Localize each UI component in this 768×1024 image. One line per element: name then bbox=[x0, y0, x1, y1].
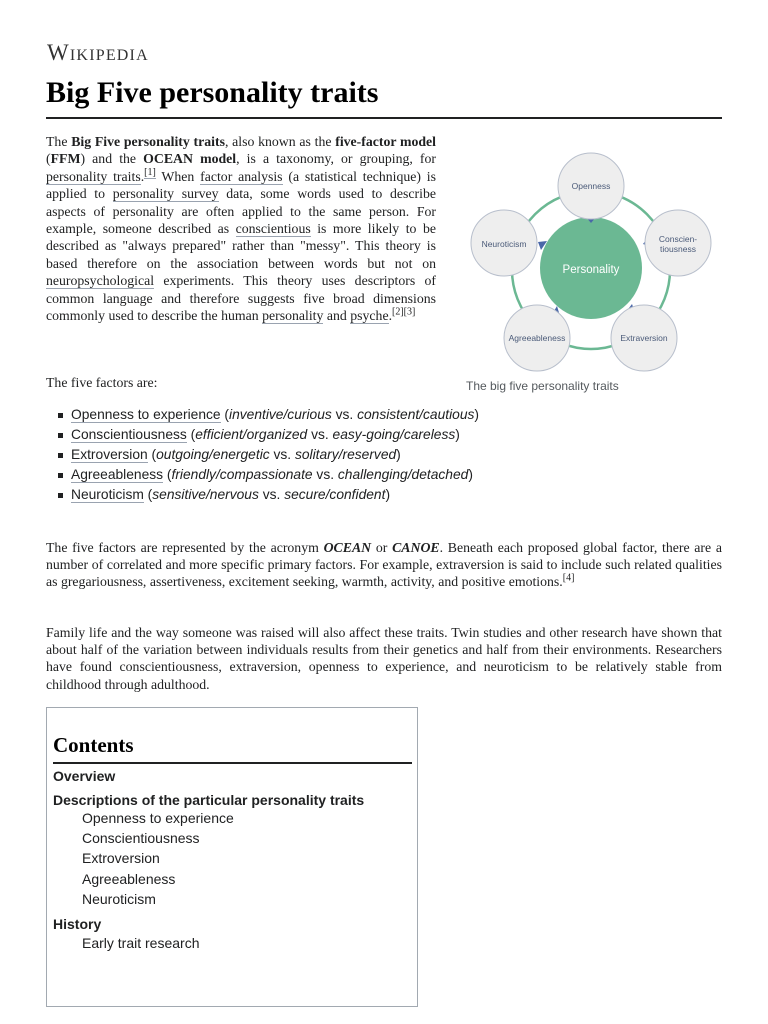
citation-1[interactable]: [1] bbox=[144, 167, 156, 179]
toc-item-extroversion[interactable]: Extroversion bbox=[82, 850, 160, 866]
wikipedia-logo[interactable]: Wikipedia bbox=[47, 40, 149, 65]
title-divider bbox=[46, 117, 722, 119]
acronym-paragraph: The five factors are represented by the acronym OCEAN or CANOE. Beneath each proposed global factor, there are a number of correlated and more specific primary factors. For example, extraversion is said to include such related qualities as gregariousness, assertiveness, excitement seeking, warmth, activity, and positive emotions.[4] bbox=[46, 540, 722, 590]
five-factors-intro: The five factors are: bbox=[46, 375, 158, 390]
intro-paragraph: The Big Five personality traits, also known as the five-factor model (FFM) and the OCEAN model, is a taxonomy, or grouping, for personality traits.[1] When factor analysis (a statistical technique) is applied to personality survey data, some words used to describe aspects of personality are often applied to the same person. For example, someone described as conscientious is more likely to be described as "always prepared" rather than "messy". This theory is based therefore on the association between words but not on neuropsychological experiments. This theory uses descriptors of common language and therefore suggests five broad dimensions commonly used to describe the human personality and psyche.[2][3] bbox=[46, 134, 437, 324]
link-conscientiousness[interactable]: Conscientiousness bbox=[71, 427, 187, 442]
toc-item-openness[interactable]: Openness to experience bbox=[82, 810, 234, 826]
list-item: Extroversion (outgoing/energetic vs. solitary/reserved) bbox=[56, 446, 536, 464]
agreeableness-label: Agreeableness bbox=[508, 333, 566, 343]
acronym-ocean: OCEAN bbox=[323, 540, 372, 555]
link-factor-analysis[interactable]: factor analysis bbox=[200, 168, 283, 184]
toc-item-early-trait-research[interactable]: Early trait research bbox=[82, 935, 200, 951]
neuroticism-label: Neuroticism bbox=[481, 239, 527, 249]
list-item: Conscientiousness (efficient/organized vs. easy-going/careless) bbox=[56, 426, 536, 444]
link-personality-survey[interactable]: personality survey bbox=[112, 186, 219, 202]
list-item: Openness to experience (inventive/curious vs. consistent/cautious) bbox=[56, 406, 536, 424]
link-openness[interactable]: Openness to experience bbox=[71, 407, 221, 422]
link-agreeableness[interactable]: Agreeableness bbox=[71, 467, 164, 482]
link-neuropsychological[interactable]: neuropsychological bbox=[46, 273, 155, 289]
list-item: Neuroticism (sensitive/nervous vs. secure/confident) bbox=[56, 486, 536, 504]
bold-term: five-factor model bbox=[335, 134, 437, 149]
conscientiousness-label: Conscien- bbox=[658, 234, 698, 244]
list-item: Agreeableness (friendly/compassionate vs. challenging/detached) bbox=[56, 466, 536, 484]
figure-caption: The big five personality traits bbox=[466, 379, 619, 393]
link-personality-traits[interactable]: personality traits bbox=[46, 168, 141, 184]
citation-4[interactable]: [4] bbox=[562, 572, 575, 584]
toc-item-agreeableness[interactable]: Agreeableness bbox=[82, 871, 176, 887]
toc-item-neuroticism[interactable]: Neuroticism bbox=[82, 891, 156, 907]
link-extroversion[interactable]: Extroversion bbox=[71, 447, 148, 462]
traits-list bbox=[56, 406, 536, 506]
extraversion-label: Extraversion bbox=[620, 333, 668, 343]
link-personality[interactable]: personality bbox=[262, 308, 324, 324]
bold-term: Big Five personality traits bbox=[71, 134, 225, 149]
toc-title: Contents bbox=[53, 733, 412, 764]
center-label: Personality bbox=[562, 264, 620, 276]
bold-term: FFM bbox=[50, 151, 81, 167]
acronym-canoe: CANOE bbox=[392, 540, 440, 555]
toc-item-overview[interactable]: Overview bbox=[53, 768, 116, 784]
personality-diagram[interactable] bbox=[458, 140, 724, 400]
link-psyche[interactable]: psyche bbox=[350, 308, 389, 324]
link-conscientious[interactable]: conscientious bbox=[235, 221, 311, 237]
family-life-paragraph: Family life and the way someone was raised will also affect these traits. Twin studies and other research have shown that about half of the variation between individuals results from their genetics and half from their environments. Researchers have found conscientiousness, extraversion, openness to experience, and neuroticism to be relatively stable from childhood through adulthood. bbox=[46, 625, 722, 692]
table-of-contents bbox=[46, 707, 418, 1007]
bold-term: OCEAN model bbox=[143, 151, 237, 167]
toc-item-history[interactable]: History bbox=[53, 916, 102, 932]
page-title: Big Five personality traits bbox=[46, 76, 379, 109]
toc-item-conscientiousness[interactable]: Conscientiousness bbox=[82, 830, 200, 846]
openness-label: Openness bbox=[571, 181, 611, 191]
citation-2-3[interactable]: [2][3] bbox=[392, 306, 416, 318]
link-neuroticism[interactable]: Neuroticism bbox=[71, 487, 144, 502]
conscientiousness-label: tiousness bbox=[660, 244, 696, 254]
toc-item-descriptions[interactable]: Descriptions of the particular personality traits bbox=[53, 792, 365, 808]
